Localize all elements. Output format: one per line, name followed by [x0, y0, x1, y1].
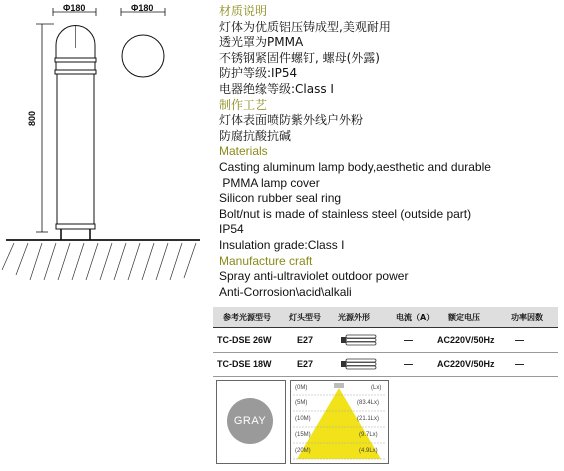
cn-material-line: 透光罩为PMMA [219, 35, 304, 50]
row-base: E27 [297, 335, 314, 345]
height-label: 800 [27, 110, 37, 126]
cn-material-line: 防护等级:IP54 [219, 66, 298, 81]
lamp-shape-icon [341, 334, 377, 346]
col-header-model: 参考光源型号 [223, 313, 271, 322]
lamp-band-3 [55, 70, 96, 74]
top-view-circle [122, 35, 164, 77]
top-diameter-label: Φ180 [131, 3, 154, 13]
lux-label: (Lx) [371, 385, 382, 391]
bollard-drawing-svg [0, 0, 210, 300]
row-model: TC-DSE 18W [217, 359, 272, 369]
lux-label: (9.7Lx) [359, 432, 378, 438]
col-header-voltage: 额定电压 [448, 313, 480, 322]
cn-craft-line: 防腐抗酸抗碱 [219, 128, 292, 143]
en-material-line: Casting aluminum lamp body,aesthetic and durable [219, 159, 491, 174]
distance-label: (15M) [295, 432, 311, 438]
en-material-line: Insulation grade:Class I [219, 237, 345, 252]
cn-material-line: 电器绝缘等级:Class Ⅰ [219, 81, 334, 96]
distance-label: (0M) [295, 385, 308, 391]
color-swatch-box [216, 380, 286, 464]
en-craft-line: Anti-Corrosion\acid\alkali [219, 284, 352, 299]
cn-material-line: 不锈钢紧固件螺钉, 螺母(外露) [219, 50, 380, 65]
en-material-line: PMMA lamp cover [219, 175, 320, 190]
spec-table [213, 307, 558, 377]
lamp-base-plate [56, 224, 95, 229]
row-model: TC-DSE 26W [217, 335, 272, 345]
en-material-line: Bolt/nut is made of stainless steel (outside part) [219, 206, 472, 221]
row-voltage: AC220V/50Hz [437, 359, 495, 369]
cn-craft-line: 灯体表面喷防紫外线户外粉 [219, 113, 364, 128]
lamp-source-icon [334, 383, 344, 388]
row-current: — [404, 335, 413, 345]
distance-label: (20M) [295, 448, 311, 454]
en-craft-header: Manufacture craft [219, 253, 313, 268]
light-distribution-chart [290, 380, 389, 464]
col-header-shape: 光源外形 [338, 313, 370, 322]
lamp-shape-icon [341, 358, 377, 370]
color-swatch-label: GRAY [233, 415, 267, 427]
distance-label: (10M) [295, 416, 311, 422]
row-current: — [404, 359, 413, 369]
lux-label: (4.9Lx) [359, 448, 378, 454]
cn-material-header: 材质说明 [219, 4, 268, 18]
lamp-body [57, 74, 94, 224]
lux-label: (21.1Lx) [357, 416, 380, 422]
lamp-band-2 [56, 62, 95, 70]
row-base: E27 [297, 359, 314, 369]
col-header-base: 灯头型号 [289, 313, 321, 322]
color-swatch-circle [227, 398, 273, 444]
cn-craft-header: 制作工艺 [219, 97, 268, 112]
row-pf: — [515, 359, 524, 369]
row-pf: — [515, 335, 524, 345]
distance-label: (5M) [295, 400, 308, 406]
table-row [213, 328, 558, 352]
row-voltage: AC220V/50Hz [437, 335, 495, 345]
product-drawing [0, 0, 210, 300]
ground-hatching [2, 243, 196, 280]
col-header-pf: 功率因数 [511, 313, 543, 322]
lux-label: (83.4Lx) [357, 400, 380, 406]
table-row [213, 352, 558, 376]
en-material-line: Silicon rubber seal ring [219, 191, 342, 206]
en-craft-line: Spray anti-ultraviolet outdoor power [219, 269, 409, 284]
lamp-band-1 [55, 58, 96, 62]
cn-material-line: 灯体为优质铝压铸成型,美观耐用 [219, 19, 391, 34]
en-material-header: Materials [219, 144, 268, 159]
front-diameter-label: Φ180 [63, 3, 86, 13]
table-bottom-line [213, 376, 558, 377]
description-panel [219, 4, 559, 300]
en-material-line: IP54 [219, 222, 244, 237]
col-header-current: 电流（A） [396, 313, 435, 322]
